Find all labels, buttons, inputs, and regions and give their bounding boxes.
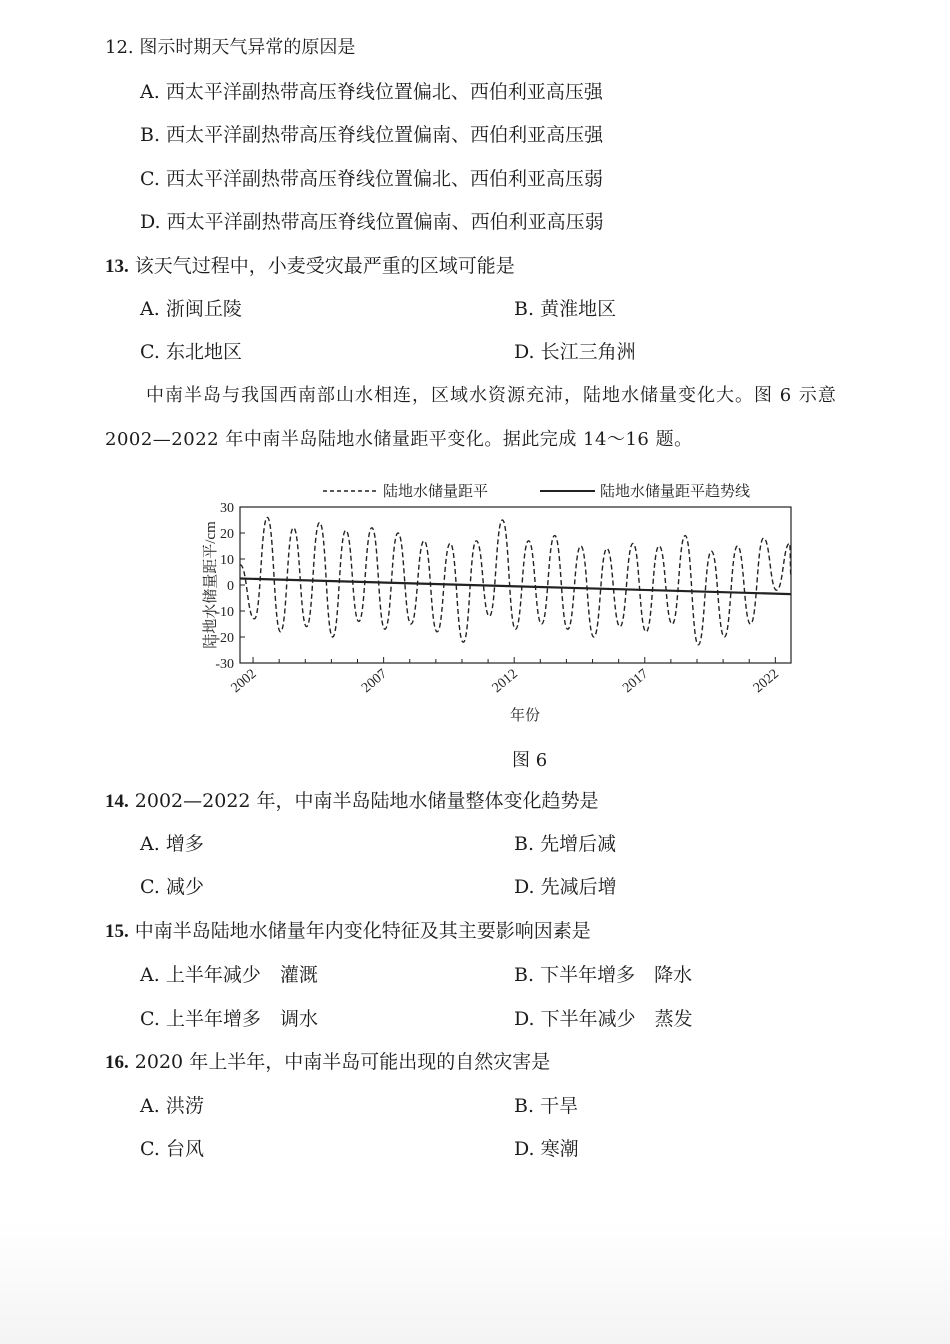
question-number: 13. [105, 256, 129, 277]
y-tick-label: -30 [215, 657, 234, 672]
series-trend-line [240, 579, 791, 595]
option-letter: A. [140, 1095, 160, 1117]
option-letter: D. [514, 341, 535, 363]
question-number: 14. [105, 791, 129, 812]
option-letter: B. [514, 1095, 535, 1117]
x-tick-label: 2017 [620, 666, 652, 697]
option-letter: D. [140, 211, 161, 233]
option-text: 西太平洋副热带高压脊线位置偏北、西伯利亚高压弱 [165, 168, 603, 190]
figure-6-chart [195, 478, 805, 736]
option-letter: C. [140, 1138, 160, 1160]
q16-option-b[interactable] [514, 1094, 578, 1118]
x-tick-label: 2007 [359, 666, 391, 697]
option-text: 长江三角洲 [540, 341, 636, 363]
option-letter: D. [514, 1008, 535, 1030]
series-group [240, 517, 791, 644]
option-text: 台风 [165, 1138, 204, 1160]
option-text: 西太平洋副热带高压脊线位置偏北、西伯利亚高压强 [165, 81, 603, 103]
q15-option-d[interactable] [514, 1007, 693, 1031]
option-text: 上半年减少 灌溉 [165, 964, 318, 986]
y-tick-label: 20 [220, 527, 234, 542]
q15-option-c[interactable] [140, 1007, 318, 1031]
q14-option-b[interactable] [514, 832, 616, 856]
option-text: 减少 [165, 876, 204, 898]
figure-caption: 图 6 [512, 750, 548, 771]
option-text: 下半年减少 蒸发 [540, 1008, 693, 1030]
q12-option-c[interactable] [140, 167, 603, 191]
q13-option-c[interactable] [140, 340, 242, 364]
q15-option-a[interactable] [140, 963, 318, 987]
y-axis-label: 陆地水储量距平/cm [203, 521, 219, 649]
option-letter: C. [140, 1008, 160, 1030]
x-axis-label: 年份 [509, 708, 541, 724]
q13-stem [105, 254, 515, 279]
option-letter: C. [140, 876, 160, 898]
option-letter: C. [140, 168, 160, 190]
option-letter: A. [140, 833, 160, 855]
option-text: 增多 [165, 833, 204, 855]
q12-option-a[interactable] [140, 80, 603, 104]
question-text: 2020 年上半年，中南半岛可能出现的自然灾害是 [134, 1051, 551, 1073]
option-letter: B. [140, 124, 161, 146]
y-tick-label: 30 [220, 501, 234, 516]
option-letter: A. [140, 964, 160, 986]
option-text: 黄淮地区 [540, 298, 617, 320]
y-tick-label: -10 [215, 605, 234, 620]
q13-option-d[interactable] [514, 340, 636, 364]
page-bottom-shading [0, 1220, 950, 1344]
legend-label-anomaly: 陆地水储量距平 [383, 484, 489, 500]
x-tick-label: 2022 [750, 666, 782, 697]
question-text: 2002—2022 年，中南半岛陆地水储量整体变化趋势是 [134, 790, 599, 812]
option-text: 干旱 [540, 1095, 579, 1117]
q14-option-c[interactable] [140, 875, 204, 899]
option-letter: B. [514, 964, 535, 986]
option-text: 先减后增 [540, 876, 617, 898]
x-tick-label: 2012 [489, 666, 521, 697]
q12-option-d[interactable] [140, 210, 604, 234]
option-text: 西太平洋副热带高压脊线位置偏南、西伯利亚高压弱 [166, 211, 604, 233]
option-letter: A. [140, 81, 160, 103]
q16-option-a[interactable] [140, 1094, 204, 1118]
intro-line-2: 2002—2022 年中南半岛陆地水储量距平变化。据此完成 14～16 题。 [105, 429, 693, 450]
option-text: 西太平洋副热带高压脊线位置偏南、西伯利亚高压强 [166, 124, 604, 146]
option-text: 寒潮 [540, 1138, 579, 1160]
option-letter: B. [514, 833, 535, 855]
option-letter: D. [514, 876, 535, 898]
q12-option-b[interactable] [140, 123, 603, 147]
option-text: 上半年增多 调水 [165, 1008, 318, 1030]
y-tick-label: 10 [220, 553, 234, 568]
x-tick-label: 2002 [228, 666, 260, 697]
option-text: 东北地区 [165, 341, 242, 363]
q13-option-b[interactable] [514, 297, 616, 321]
q13-option-a[interactable] [140, 297, 242, 321]
option-letter: B. [514, 298, 535, 320]
plot-frame [240, 507, 791, 663]
q15-stem [105, 919, 591, 944]
q16-stem [105, 1050, 550, 1075]
q16-option-c[interactable] [140, 1137, 204, 1161]
q14-stem [105, 789, 599, 814]
legend-label-trend: 陆地水储量距平趋势线 [600, 484, 751, 500]
q15-option-b[interactable] [514, 963, 692, 987]
intro-line-1: 中南半岛与我国西南部山水相连，区域水资源充沛，陆地水储量变化大。图 6 示意 [146, 385, 837, 406]
legend [323, 482, 750, 500]
q14-option-a[interactable] [140, 832, 204, 856]
option-text: 先增后减 [540, 833, 617, 855]
question-number: 15. [105, 921, 129, 942]
option-text: 洪涝 [165, 1095, 204, 1117]
option-text: 浙闽丘陵 [165, 298, 242, 320]
question-text: 该天气过程中，小麦受灾最严重的区域可能是 [134, 255, 515, 277]
q12-stem: 12. 图示时期天气异常的原因是 [105, 37, 356, 58]
y-tick-label: -20 [215, 631, 234, 646]
option-text: 下半年增多 降水 [540, 964, 693, 986]
q16-option-d[interactable] [514, 1137, 579, 1161]
q14-option-d[interactable] [514, 875, 617, 899]
question-text: 中南半岛陆地水储量年内变化特征及其主要影响因素是 [134, 920, 591, 942]
y-tick-label: 0 [227, 579, 234, 594]
question-number: 16. [105, 1052, 129, 1073]
option-letter: D. [514, 1138, 535, 1160]
option-letter: A. [140, 298, 160, 320]
option-letter: C. [140, 341, 160, 363]
